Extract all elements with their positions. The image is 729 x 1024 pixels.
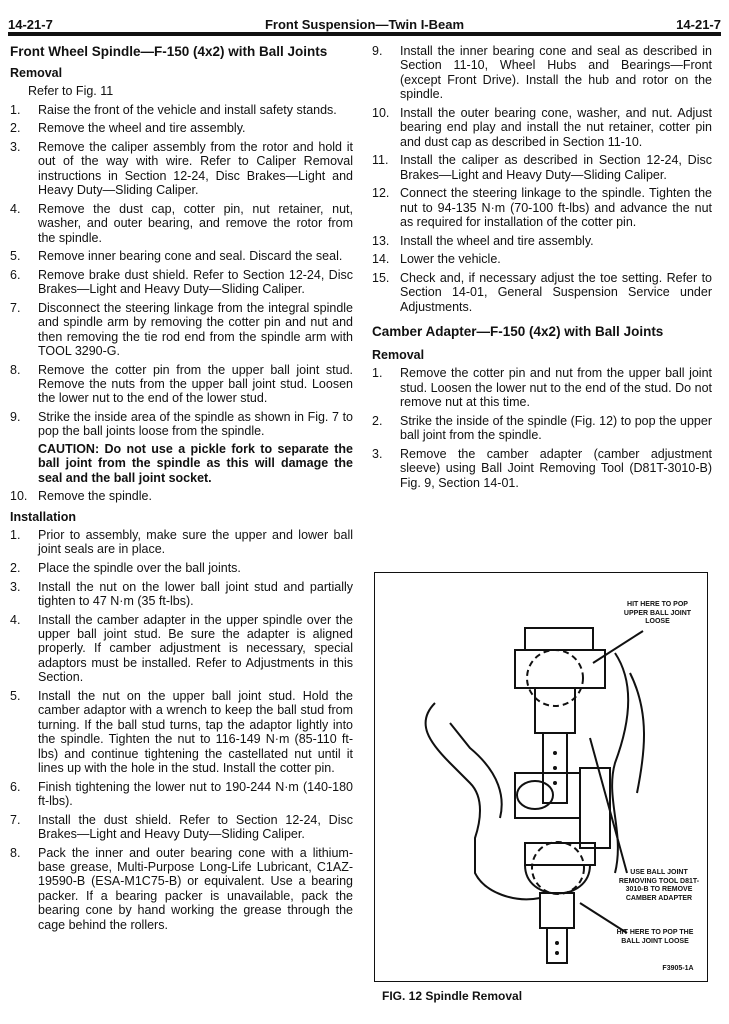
step-item — [10, 103, 353, 117]
step-instruction: Lower the vehicle. — [400, 252, 501, 267]
step-number: 9. — [372, 44, 383, 58]
step-text — [38, 580, 353, 609]
step-text — [38, 363, 353, 406]
step-number: 2. — [372, 413, 383, 428]
step-number: 10. — [10, 489, 28, 504]
step-number: 6. — [10, 779, 21, 794]
step-text — [400, 447, 712, 490]
step-item — [10, 489, 353, 503]
step-instruction: Remove the wheel and tire assembly. — [38, 121, 246, 136]
step-text — [38, 528, 353, 557]
spindle-removal-figure — [374, 572, 708, 982]
step-text — [38, 613, 353, 685]
step-number: 7. — [10, 300, 21, 315]
step-instruction: Install the caliper as described in Section 12-24, Disc Brakes—Light and Heavy Duty—Sliding Caliper. — [400, 153, 712, 182]
step-number: 9. — [10, 410, 21, 425]
step-item — [372, 106, 712, 149]
step-number: 3. — [10, 140, 21, 154]
step-instruction: Raise the front of the vehicle and install safety stands. — [38, 102, 337, 117]
step-number: 5. — [10, 249, 21, 264]
step-instruction: Finish tightening the lower nut to 190-244 N·m (140-180 ft-lbs). — [38, 779, 353, 808]
step-item — [372, 153, 712, 182]
step-number: 4. — [10, 201, 21, 216]
step-text — [38, 689, 353, 775]
step-instruction: Prior to assembly, make sure the upper and lower ball joint seals are in place. — [38, 528, 353, 557]
step-item — [10, 561, 353, 575]
camber-removal-heading: Removal — [372, 348, 425, 363]
spindle-installation-heading: Installation — [10, 509, 76, 524]
step-instruction: Disconnect the steering linkage from the integral spindle and spindle arm by removing the cotter pin and nut and then removing the tie rod end from the spindle arm with TOOL 3290-G. — [38, 300, 353, 359]
spindle-illustration — [375, 573, 707, 981]
step-instruction: Remove the caliper assembly from the rotor and hold it out of the way with wire. Refer to Caliper Removal instructions in Section 12-24, Disc Brakes—Light and Heavy Duty—Sliding Caliper. — [38, 140, 353, 198]
left-column — [10, 44, 353, 936]
step-number: 14. — [372, 252, 390, 267]
step-instruction: Install the nut on the lower ball joint stud and partially tighten to 47 N·m (35 ft-lbs). — [38, 579, 353, 609]
spindle-section-title: Front Wheel Spindle—F-150 (4x2) with Ball Joints — [10, 44, 328, 59]
callout-removing-tool: USE BALL JOINT REMOVING TOOL D81T-3010-B TO REMOVE CAMBER ADAPTER — [618, 869, 700, 902]
step-item — [372, 271, 712, 314]
step-number: 2. — [10, 561, 21, 576]
step-item — [10, 249, 353, 263]
spindle-installation-steps — [10, 528, 353, 932]
step-instruction: Install the nut on the upper ball joint stud. Hold the camber adaptor with a wrench to keep the ball stud from turning. If the ball stud turns, tap the adaptor lightly into the spindle. Tighten the nut to 116-149 N·m (85-110 ft-lbs) and continue tightening the castellated nut until it lines up with the hole in the stud. Install the cotter pin. — [38, 688, 353, 775]
step-item — [10, 202, 353, 245]
step-text — [400, 186, 712, 229]
right-column — [372, 44, 712, 494]
step-number: 7. — [10, 812, 21, 827]
step-text — [38, 121, 353, 135]
step-instruction: Check and, if necessary adjust the toe setting. Refer to Section 14-01, General Suspension Service under Adjustments. — [400, 270, 712, 314]
figure-code: F3905-1A — [662, 965, 694, 972]
step-text — [38, 301, 353, 359]
caution-note: CAUTION: Do not use a pickle fork to separate the ball joint from the spindle as this will damage the seal and the ball joint socket. — [38, 441, 353, 485]
step-text — [400, 252, 712, 266]
step-instruction: Remove the cotter pin and nut from the upper ball joint stud. Loosen the lower nut to the end of the stud. Do not remove nut at this time. — [400, 366, 712, 410]
step-item — [10, 410, 353, 485]
step-item — [10, 121, 353, 135]
spindle-removal-intro: Refer to Fig. 11 — [28, 84, 114, 99]
step-instruction: Pack the inner and outer bearing cone with a lithium-base grease, Multi-Purpose Long-Life Lubricant, C1AZ-19590-B (ESA-M1C75-B) or equivalent. Use a bearing packer. If a bearing packer is unavailable, pack the bearing cone by hand working the grease through the cage behind the rollers. — [38, 845, 353, 932]
page-number-left: 14-21-7 — [8, 17, 53, 32]
step-instruction: Place the spindle over the ball joints. — [38, 561, 241, 576]
step-number: 3. — [372, 446, 383, 461]
step-item — [10, 363, 353, 406]
step-instruction: Strike the inside area of the spindle as shown in Fig. 7 to pop the ball joints loose from the spindle. — [38, 410, 353, 439]
step-text — [38, 780, 353, 809]
step-instruction: Install the outer bearing cone, washer, and nut. Adjust bearing end play and install the nut retainer, cotter pin and dust cap as described in Section 11-10. — [400, 105, 712, 149]
step-number: 8. — [10, 845, 21, 860]
step-item — [10, 268, 353, 297]
step-text — [38, 268, 353, 297]
step-text — [38, 140, 353, 198]
page-number-right: 14-21-7 — [676, 17, 721, 32]
step-number: 8. — [10, 362, 21, 377]
step-number: 1. — [372, 366, 383, 381]
step-number: 2. — [10, 121, 21, 136]
spindle-removal-steps — [10, 103, 353, 504]
step-text — [400, 234, 712, 248]
step-number: 15. — [372, 270, 390, 285]
step-number: 11. — [372, 153, 389, 168]
step-number: 10. — [372, 105, 390, 120]
step-item — [10, 613, 353, 685]
step-instruction: Remove the spindle. — [38, 489, 152, 504]
figure-caption: FIG. 12 Spindle Removal — [382, 989, 523, 1003]
step-instruction: Remove the dust cap, cotter pin, nut retainer, nut, washer, and outer bearing, and remove the rotor from the spindle. — [38, 201, 353, 245]
step-instruction: Remove inner bearing cone and seal. Discard the seal. — [38, 249, 343, 264]
step-text — [38, 846, 353, 932]
header-rule — [8, 32, 721, 36]
camber-section-title: Camber Adapter—F-150 (4x2) with Ball Joints — [372, 324, 664, 340]
step-text — [400, 153, 712, 182]
spindle-installation-steps-continued — [372, 44, 712, 314]
step-text — [38, 813, 353, 842]
step-number: 3. — [10, 579, 21, 594]
callout-hit-lower: HIT HERE TO POP THE BALL JOINT LOOSE — [616, 929, 694, 945]
page-header — [8, 6, 721, 32]
step-instruction: Strike the inside of the spindle (Fig. 12) to pop the upper ball joint from the spindle. — [400, 413, 712, 443]
step-instruction: Remove the camber adapter (camber adjustment sleeve) using Ball Joint Removing Tool (D81T-3010-B) Fig. 9, Section 14-01. — [400, 446, 712, 490]
step-number: 6. — [10, 267, 21, 282]
step-item — [10, 780, 353, 809]
step-instruction: Install the dust shield. Refer to Section 12-24, Disc Brakes—Light and Heavy Duty—Sliding Caliper. — [38, 812, 353, 841]
spindle-removal-heading: Removal — [10, 66, 63, 80]
step-text — [400, 44, 712, 102]
step-number: 1. — [10, 102, 21, 117]
step-text — [400, 106, 712, 149]
step-item — [10, 813, 353, 842]
step-item — [372, 366, 712, 409]
step-item — [10, 140, 353, 198]
step-number: 12. — [372, 186, 390, 201]
step-item — [372, 252, 712, 266]
step-instruction: Install the inner bearing cone and seal as described in Section 11-10, Wheel Hubs and Bearings—Front (except Front Drive). Install the hub and rotor on the spindle. — [400, 44, 712, 102]
section-title: Front Suspension—Twin I-Beam — [264, 17, 465, 32]
step-instruction: Remove brake dust shield. Refer to Section 12-24, Disc Brakes—Light and Heavy Duty—Sliding Caliper. — [38, 267, 353, 297]
step-instruction: Remove the cotter pin from the upper ball joint stud. Remove the nuts from the upper ball joint stud. Loosen the lower nut to the end of the lower stud. — [38, 362, 353, 406]
step-instruction: Install the camber adapter in the upper spindle over the upper ball joint stud. Be sure the adapter is aligned properly. If camber adjustment is necessary, special adaptors must be installed. Refer to Adjustments in this Section. — [38, 612, 353, 685]
step-text — [400, 271, 712, 314]
step-number: 13. — [372, 233, 390, 248]
step-instruction: Install the wheel and tire assembly. — [400, 233, 594, 248]
step-item — [10, 528, 353, 557]
step-item — [372, 44, 712, 102]
step-text — [38, 489, 353, 503]
step-number: 4. — [10, 612, 21, 627]
step-instruction: Connect the steering linkage to the spindle. Tighten the nut to 94-135 N·m (70-100 ft-lbs) and advance the nut as required for installation of the cotter pin. — [400, 186, 712, 230]
step-text — [38, 410, 353, 485]
step-text — [38, 249, 353, 263]
step-item — [10, 580, 353, 609]
step-text — [400, 414, 712, 443]
step-number: 1. — [10, 528, 21, 543]
step-text — [38, 202, 353, 245]
step-text — [400, 366, 712, 409]
step-text — [38, 561, 353, 575]
step-item — [372, 186, 712, 229]
step-item — [372, 234, 712, 248]
step-item — [372, 447, 712, 490]
step-item — [10, 846, 353, 932]
step-item — [372, 414, 712, 443]
step-item — [10, 689, 353, 775]
step-text — [38, 103, 353, 117]
camber-removal-steps — [372, 366, 712, 490]
callout-hit-upper: HIT HERE TO POP UPPER BALL JOINT LOOSE — [623, 601, 692, 625]
step-number: 5. — [10, 688, 21, 703]
step-item — [10, 301, 353, 359]
